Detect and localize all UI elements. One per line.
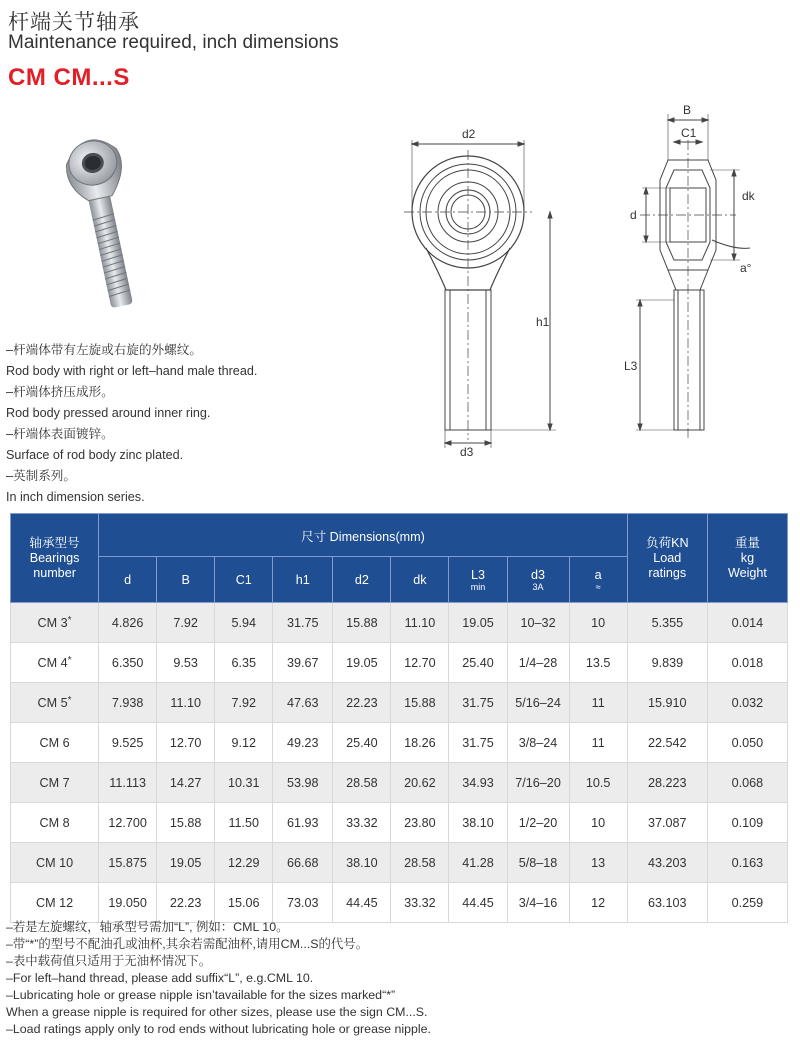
cell-a: 13.5 [569,643,627,683]
header-bearing-en1: Bearings [29,550,80,565]
subheader-1 [157,557,215,603]
table-row [11,723,788,763]
subheader-5 [391,557,449,603]
cell-l3: 19.05 [449,603,507,643]
cell-a: 11 [569,683,627,723]
header-weight-en: Weight [727,565,767,580]
cell-b: 15.88 [157,803,215,843]
cell-a: 10 [569,603,627,643]
subheader-8 [569,557,627,603]
cell-load: 5.355 [627,603,707,643]
technical-drawing [390,100,800,470]
footer-line: –Load ratings apply only to rod ends without lubricating hole or grease nipple. [6,1022,431,1036]
header-bearing-en2: number [33,565,76,580]
header-dimensions: 尺寸 Dimensions(mm) [99,514,628,557]
cell-d: 11.113 [99,763,157,803]
table-row [11,883,788,923]
cell-d2: 28.58 [333,763,391,803]
cell-l3: 31.75 [449,723,507,763]
cell-b: 9.53 [157,643,215,683]
cell-dk: 15.88 [391,683,449,723]
cell-h1: 61.93 [273,803,333,843]
cell-weight: 0.032 [707,683,787,723]
cell-b: 12.70 [157,723,215,763]
cell-bearing-number [11,763,99,803]
cell-c1: 11.50 [215,803,273,843]
header-weight-unit: kg [740,550,755,565]
header-bearing [11,514,99,603]
table-row [11,803,788,843]
subheader-main: d [124,572,132,587]
front-view [404,140,556,448]
cell-weight: 0.050 [707,723,787,763]
cell-dk: 33.32 [391,883,449,923]
footer-line: –若是左旋螺纹，轴承型号需加“L”, 例如：CML 10。 [6,920,289,934]
cell-load: 22.542 [627,723,707,763]
dimensions-table [10,513,788,923]
cell-h1: 47.63 [273,683,333,723]
bearing-name: CM 6 [39,735,70,750]
subheader-main: L3 [470,567,485,582]
cell-bearing-number [11,683,99,723]
cell-load: 43.203 [627,843,707,883]
cell-weight: 0.163 [707,843,787,883]
cell-d3: 1/4–28 [507,643,569,683]
bearing-name: CM 3 [37,616,68,630]
cell-h1: 31.75 [273,603,333,643]
header-load-en1: Load [653,550,682,565]
label-dk: dk [742,189,755,203]
cell-dk: 28.58 [391,843,449,883]
note-line: –杆端体带有左旋或右旋的外螺纹。 [6,343,202,357]
label-d3: d3 [460,445,474,459]
subheader-main: d2 [354,572,369,587]
side-view [636,114,750,440]
cell-a: 10.5 [569,763,627,803]
subheader-sub: ≈ [595,581,601,592]
cell-load: 9.839 [627,643,707,683]
cell-d: 7.938 [99,683,157,723]
note-line: In inch dimension series. [6,490,145,504]
label-L3: L3 [624,359,638,373]
cell-weight: 0.259 [707,883,787,923]
label-B: B [683,103,692,117]
cell-c1: 12.29 [215,843,273,883]
cell-h1: 53.98 [273,763,333,803]
subheader-main: a [594,567,602,582]
cell-bearing-number [11,843,99,883]
subheader-main: dk [413,572,427,587]
rod-end-photo [48,118,148,318]
footer-line: –表中载荷值只适用于无油杯情况下。 [6,954,212,968]
cell-l3: 25.40 [449,643,507,683]
cell-bearing-number [11,603,99,643]
star-marker: * [67,655,72,666]
subheader-3 [273,557,333,603]
bearing-name: CM 10 [36,855,74,870]
note-line: –杆端体表面镀锌。 [6,427,114,441]
subheader-4 [333,557,391,603]
header-load-cn: 负荷KN [645,535,689,550]
note-line: Rod body with right or left–hand male thread. [6,364,258,378]
cell-l3: 34.93 [449,763,507,803]
cell-d: 19.050 [99,883,157,923]
cell-dk: 23.80 [391,803,449,843]
label-d: d [630,208,637,222]
table-row [11,643,788,683]
bearing-name: CM 4 [37,656,68,670]
header-weight-cn: 重量 [734,535,761,550]
cell-bearing-number [11,723,99,763]
footer-line: –For left–hand thread, please add suffix“L”, e.g.CML 10. [6,971,314,985]
feature-notes [6,340,257,508]
cell-c1: 9.12 [215,723,273,763]
cell-d: 9.525 [99,723,157,763]
page-title-cn: 杆端关节轴承 [8,11,140,34]
subheader-0 [99,557,157,603]
bearing-name: CM 7 [39,775,70,790]
cell-d2: 33.32 [333,803,391,843]
cell-bearing-number [11,883,99,923]
cell-bearing-number [11,643,99,683]
subheader-2 [215,557,273,603]
table-row [11,683,788,723]
cell-d2: 25.40 [333,723,391,763]
cell-d3: 7/16–20 [507,763,569,803]
label-h1: h1 [536,315,550,329]
cell-dk: 20.62 [391,763,449,803]
cell-dk: 18.26 [391,723,449,763]
cell-a: 12 [569,883,627,923]
note-line: Surface of rod body zinc plated. [6,448,184,462]
cell-d3: 1/2–20 [507,803,569,843]
table-row [11,603,788,643]
series-title: CM CM...S [8,64,130,91]
cell-b: 11.10 [157,683,215,723]
cell-d3: 5/8–18 [507,843,569,883]
cell-weight: 0.068 [707,763,787,803]
subheader-main: d3 [531,567,546,582]
cell-load: 37.087 [627,803,707,843]
footer-notes [6,919,431,1038]
cell-load: 28.223 [627,763,707,803]
footer-line: –带“*”的型号不配油孔或油杯,其余若需配油杯,请用CM...S的代号。 [6,937,369,951]
cell-load: 15.910 [627,683,707,723]
cell-a: 13 [569,843,627,883]
cell-h1: 66.68 [273,843,333,883]
subheader-6 [449,557,507,603]
header-bearing-cn: 轴承型号 [29,535,80,550]
cell-d2: 15.88 [333,603,391,643]
header-load [627,514,707,603]
star-marker: * [67,695,72,706]
cell-h1: 73.03 [273,883,333,923]
subheader-sub: 3A [532,581,544,592]
cell-b: 22.23 [157,883,215,923]
cell-d: 6.350 [99,643,157,683]
bearing-name: CM 5 [37,696,68,710]
label-C1: C1 [681,126,697,140]
cell-d: 4.826 [99,603,157,643]
cell-d2: 19.05 [333,643,391,683]
label-a: a° [740,261,752,275]
cell-weight: 0.018 [707,643,787,683]
cell-c1: 7.92 [215,683,273,723]
cell-c1: 6.35 [215,643,273,683]
cell-d: 15.875 [99,843,157,883]
note-line: –英制系列。 [6,469,76,483]
cell-c1: 15.06 [215,883,273,923]
cell-b: 19.05 [157,843,215,883]
subheader-7 [507,557,569,603]
header-load-en2: ratings [648,565,687,580]
footer-line: –Lubricating hole or grease nipple isn’tavailable for the sizes marked“*” [6,988,396,1002]
cell-d3: 3/8–24 [507,723,569,763]
cell-dk: 12.70 [391,643,449,683]
subheader-main: h1 [295,572,310,587]
star-marker: * [67,615,72,626]
cell-l3: 31.75 [449,683,507,723]
cell-l3: 41.28 [449,843,507,883]
cell-weight: 0.109 [707,803,787,843]
subheader-sub: min [470,581,486,592]
subheader-main: B [181,572,190,587]
cell-h1: 49.23 [273,723,333,763]
cell-b: 7.92 [157,603,215,643]
cell-d2: 38.10 [333,843,391,883]
cell-d3: 10–32 [507,603,569,643]
cell-dk: 11.10 [391,603,449,643]
cell-bearing-number [11,803,99,843]
bearing-name: CM 12 [36,895,74,910]
bearing-name: CM 8 [39,815,70,830]
cell-c1: 10.31 [215,763,273,803]
cell-l3: 38.10 [449,803,507,843]
cell-a: 10 [569,803,627,843]
note-line: –杆端体挤压成形。 [6,385,114,399]
cell-load: 63.103 [627,883,707,923]
label-d2: d2 [462,127,476,141]
cell-weight: 0.014 [707,603,787,643]
cell-d: 12.700 [99,803,157,843]
header-weight [707,514,787,603]
cell-d2: 22.23 [333,683,391,723]
cell-h1: 39.67 [273,643,333,683]
table-row [11,763,788,803]
footer-line: When a grease nipple is required for other sizes, please use the sign CM...S. [6,1005,428,1019]
cell-d3: 5/16–24 [507,683,569,723]
subheader-main: C1 [235,572,252,587]
cell-c1: 5.94 [215,603,273,643]
cell-a: 11 [569,723,627,763]
cell-l3: 44.45 [449,883,507,923]
table-row [11,843,788,883]
cell-b: 14.27 [157,763,215,803]
page-title-en: Maintenance required, inch dimensions [8,32,339,53]
cell-d2: 44.45 [333,883,391,923]
cell-d3: 3/4–16 [507,883,569,923]
note-line: Rod body pressed around inner ring. [6,406,211,420]
